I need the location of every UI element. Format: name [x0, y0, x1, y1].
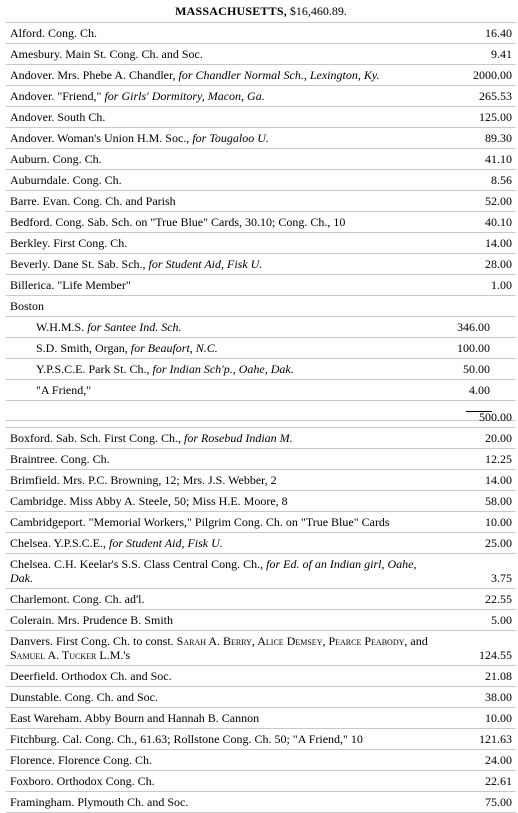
- amount: 22.55: [485, 592, 512, 606]
- receipt-row: [6, 491, 516, 512]
- amount: 346.00: [457, 320, 490, 334]
- amount: 16.40: [485, 26, 512, 40]
- donor-text: Alford. Cong. Ch.: [10, 26, 97, 40]
- amount: 75.00: [485, 795, 512, 809]
- amount: 28.00: [485, 257, 512, 271]
- receipt-row: [6, 708, 516, 729]
- amount: 10.00: [485, 711, 512, 725]
- boston-sub-row: [6, 359, 516, 380]
- donor-text: Andover. Mrs. Phebe A. Chandler, for Chandler Normal Sch., Lexington, Ky.: [10, 68, 380, 82]
- receipt-row: [6, 666, 516, 687]
- donor-text: Brimfield. Mrs. P.C. Browning, 12; Mrs. J.S. Webber, 2: [10, 473, 277, 487]
- receipt-row: [6, 275, 516, 296]
- receipt-row: [6, 449, 516, 470]
- amount: 10.00: [485, 515, 512, 529]
- donor-text: Foxboro. Orthodox Cong. Ch.: [10, 774, 155, 788]
- donor-text: Boxford. Sab. Sch. First Cong. Ch., for Rosebud Indian M.: [10, 431, 293, 445]
- donor-text: Andover. South Ch.: [10, 110, 106, 124]
- donor-text: Framingham. Plymouth Ch. and Soc.: [10, 795, 189, 809]
- donor-text: Auburndale. Cong. Ch.: [10, 173, 122, 187]
- donor-text: Beverly. Dane St. Sab. Sch., for Student Aid, Fisk U.: [10, 257, 263, 271]
- receipt-row: [6, 86, 516, 107]
- receipt-row: [6, 212, 516, 233]
- boston-sub-row: [6, 317, 516, 338]
- donor-text: Y.P.S.C.E. Park St. Ch., for Indian Sch'p., Oahe, Dak.: [36, 362, 294, 376]
- amount: 22.61: [485, 774, 512, 788]
- amount: 1.00: [491, 278, 512, 292]
- purpose-text: for Santee Ind. Sch.: [87, 320, 182, 334]
- amount: 21.08: [485, 669, 512, 683]
- amount: 38.00: [485, 690, 512, 704]
- amount: 14.00: [485, 473, 512, 487]
- boston-sub-row: [6, 338, 516, 359]
- receipt-row: [6, 23, 516, 44]
- amount: 40.10: [485, 215, 512, 229]
- amount: 121.63: [479, 732, 512, 746]
- donor-text: Deerfield. Orthodox Ch. and Soc.: [10, 669, 172, 683]
- receipt-row: [6, 254, 516, 275]
- donor-text: Colerain. Mrs. Prudence B. Smith: [10, 613, 173, 627]
- donor-text: Danvers. First Cong. Ch. to const. Sarah A. Berry, Alice Demsey, Pearce Peabody, and Samuel A. Tucker L.M.'s: [10, 634, 428, 662]
- donor-text: Boston: [10, 299, 45, 313]
- subtotal-rule: [6, 401, 516, 421]
- donor-text: Amesbury. Main St. Cong. Ch. and Soc.: [10, 47, 203, 61]
- state-total: $16,460.89.: [286, 4, 347, 18]
- amount: 41.10: [485, 152, 512, 166]
- receipt-row-boston: [6, 296, 516, 317]
- donor-text: Andover. Woman's Union H.M. Soc., for Tougaloo U.: [10, 131, 269, 145]
- life-member-name: Samuel A. Tucker: [10, 648, 97, 662]
- purpose-text: for Rosebud Indian M.: [184, 431, 293, 445]
- amount: 50.00: [463, 362, 490, 376]
- receipt-row: [6, 170, 516, 191]
- purpose-text: for Beaufort, N.C.: [130, 341, 218, 355]
- amount: 58.00: [485, 494, 512, 508]
- receipt-row: [6, 233, 516, 254]
- donor-text: Barre. Evan. Cong. Ch. and Parish: [10, 194, 176, 208]
- purpose-text: for Indian Sch'p., Oahe, Dak.: [152, 362, 294, 376]
- boston-sub-row: [6, 380, 516, 401]
- receipt-row: [6, 771, 516, 792]
- amount: 8.56: [491, 173, 512, 187]
- amount: 14.00: [485, 236, 512, 250]
- boston-total-row: [6, 410, 516, 428]
- amount: 265.53: [479, 89, 512, 103]
- donor-text: Fitchburg. Cal. Cong. Ch., 61.63; Rollstone Cong. Ch. 50; "A Friend," 10: [10, 732, 363, 746]
- receipt-row: [6, 750, 516, 771]
- state-heading: [6, 0, 516, 23]
- amount: 2000.00: [473, 68, 512, 82]
- donor-text: S.D. Smith, Organ, for Beaufort, N.C.: [36, 341, 218, 355]
- donation-list-page: [6, 0, 516, 813]
- amount: 125.00: [479, 110, 512, 124]
- receipt-row: [6, 792, 516, 813]
- state-name: MASSACHUSETTS,: [175, 4, 287, 18]
- donor-text: Andover. "Friend," for Girls' Dormitory, Macon, Ga.: [10, 89, 265, 103]
- purpose-text: for Girls' Dormitory, Macon, Ga.: [104, 89, 265, 103]
- receipt-row: [6, 631, 516, 666]
- amount: 124.55: [479, 648, 512, 662]
- donor-text: Auburn. Cong. Ch.: [10, 152, 102, 166]
- amount: 25.00: [485, 536, 512, 550]
- life-member-names: Sarah A. Berry, Alice Demsey, Pearce Peabody,: [176, 634, 408, 648]
- receipt-list: [6, 23, 516, 813]
- amount: 4.00: [469, 383, 490, 397]
- amount: 20.00: [485, 431, 512, 445]
- purpose-text: for Ed. of an Indian girl, Oahe, Dak.: [10, 557, 417, 585]
- donor-text: Dunstable. Cong. Ch. and Soc.: [10, 690, 158, 704]
- receipt-row: [6, 533, 516, 554]
- receipt-row: [6, 729, 516, 750]
- receipt-row: [6, 44, 516, 65]
- receipt-row: [6, 589, 516, 610]
- amount: 100.00: [457, 341, 490, 355]
- donor-text: Billerica. "Life Member": [10, 278, 131, 292]
- donor-text: Berkley. First Cong. Ch.: [10, 236, 128, 250]
- receipt-row: [6, 191, 516, 212]
- donor-text: Chelsea. Y.P.S.C.E., for Student Aid, Fisk U.: [10, 536, 223, 550]
- donor-text: W.H.M.S. for Santee Ind. Sch.: [36, 320, 182, 334]
- donor-text: Charlemont. Cong. Ch. ad'l.: [10, 592, 145, 606]
- purpose-text: for Student Aid, Fisk U.: [109, 536, 223, 550]
- donor-text: Cambridge. Miss Abby A. Steele, 50; Miss H.E. Moore, 8: [10, 494, 288, 508]
- donor-text: "A Friend,": [36, 383, 92, 397]
- receipt-row: [6, 149, 516, 170]
- donor-text: Chelsea. C.H. Keelar's S.S. Class Central Cong. Ch., for Ed. of an Indian girl, Oahe, Dak.: [10, 557, 417, 585]
- purpose-text: for Student Aid, Fisk U.: [148, 257, 263, 271]
- donor-text: East Wareham. Abby Bourn and Hannah B. Cannon: [10, 711, 260, 725]
- donor-text: Braintree. Cong. Ch.: [10, 452, 110, 466]
- receipt-row: [6, 107, 516, 128]
- amount: 12.25: [485, 452, 512, 466]
- purpose-text: for Tougaloo U.: [192, 131, 269, 145]
- donor-text: Cambridgeport. "Memorial Workers," Pilgrim Cong. Ch. on "True Blue" Cards: [10, 515, 390, 529]
- purpose-text: for Chandler Normal Sch., Lexington, Ky.: [178, 68, 380, 82]
- boston-total: 500.00: [479, 410, 512, 424]
- amount: 3.75: [491, 571, 512, 585]
- amount: 52.00: [485, 194, 512, 208]
- amount: 5.00: [491, 613, 512, 627]
- amount: 89.30: [485, 131, 512, 145]
- donor-text: Florence. Florence Cong. Ch.: [10, 753, 152, 767]
- amount: 9.41: [491, 47, 512, 61]
- receipt-row: [6, 512, 516, 533]
- amount: 24.00: [485, 753, 512, 767]
- receipt-row: [6, 687, 516, 708]
- receipt-row: [6, 610, 516, 631]
- receipt-row: [6, 128, 516, 149]
- receipt-row: [6, 470, 516, 491]
- receipt-row: [6, 428, 516, 449]
- receipt-row: [6, 554, 516, 589]
- donor-text: Bedford. Cong. Sab. Sch. on "True Blue" Cards, 30.10; Cong. Ch., 10: [10, 215, 346, 229]
- receipt-row: [6, 65, 516, 86]
